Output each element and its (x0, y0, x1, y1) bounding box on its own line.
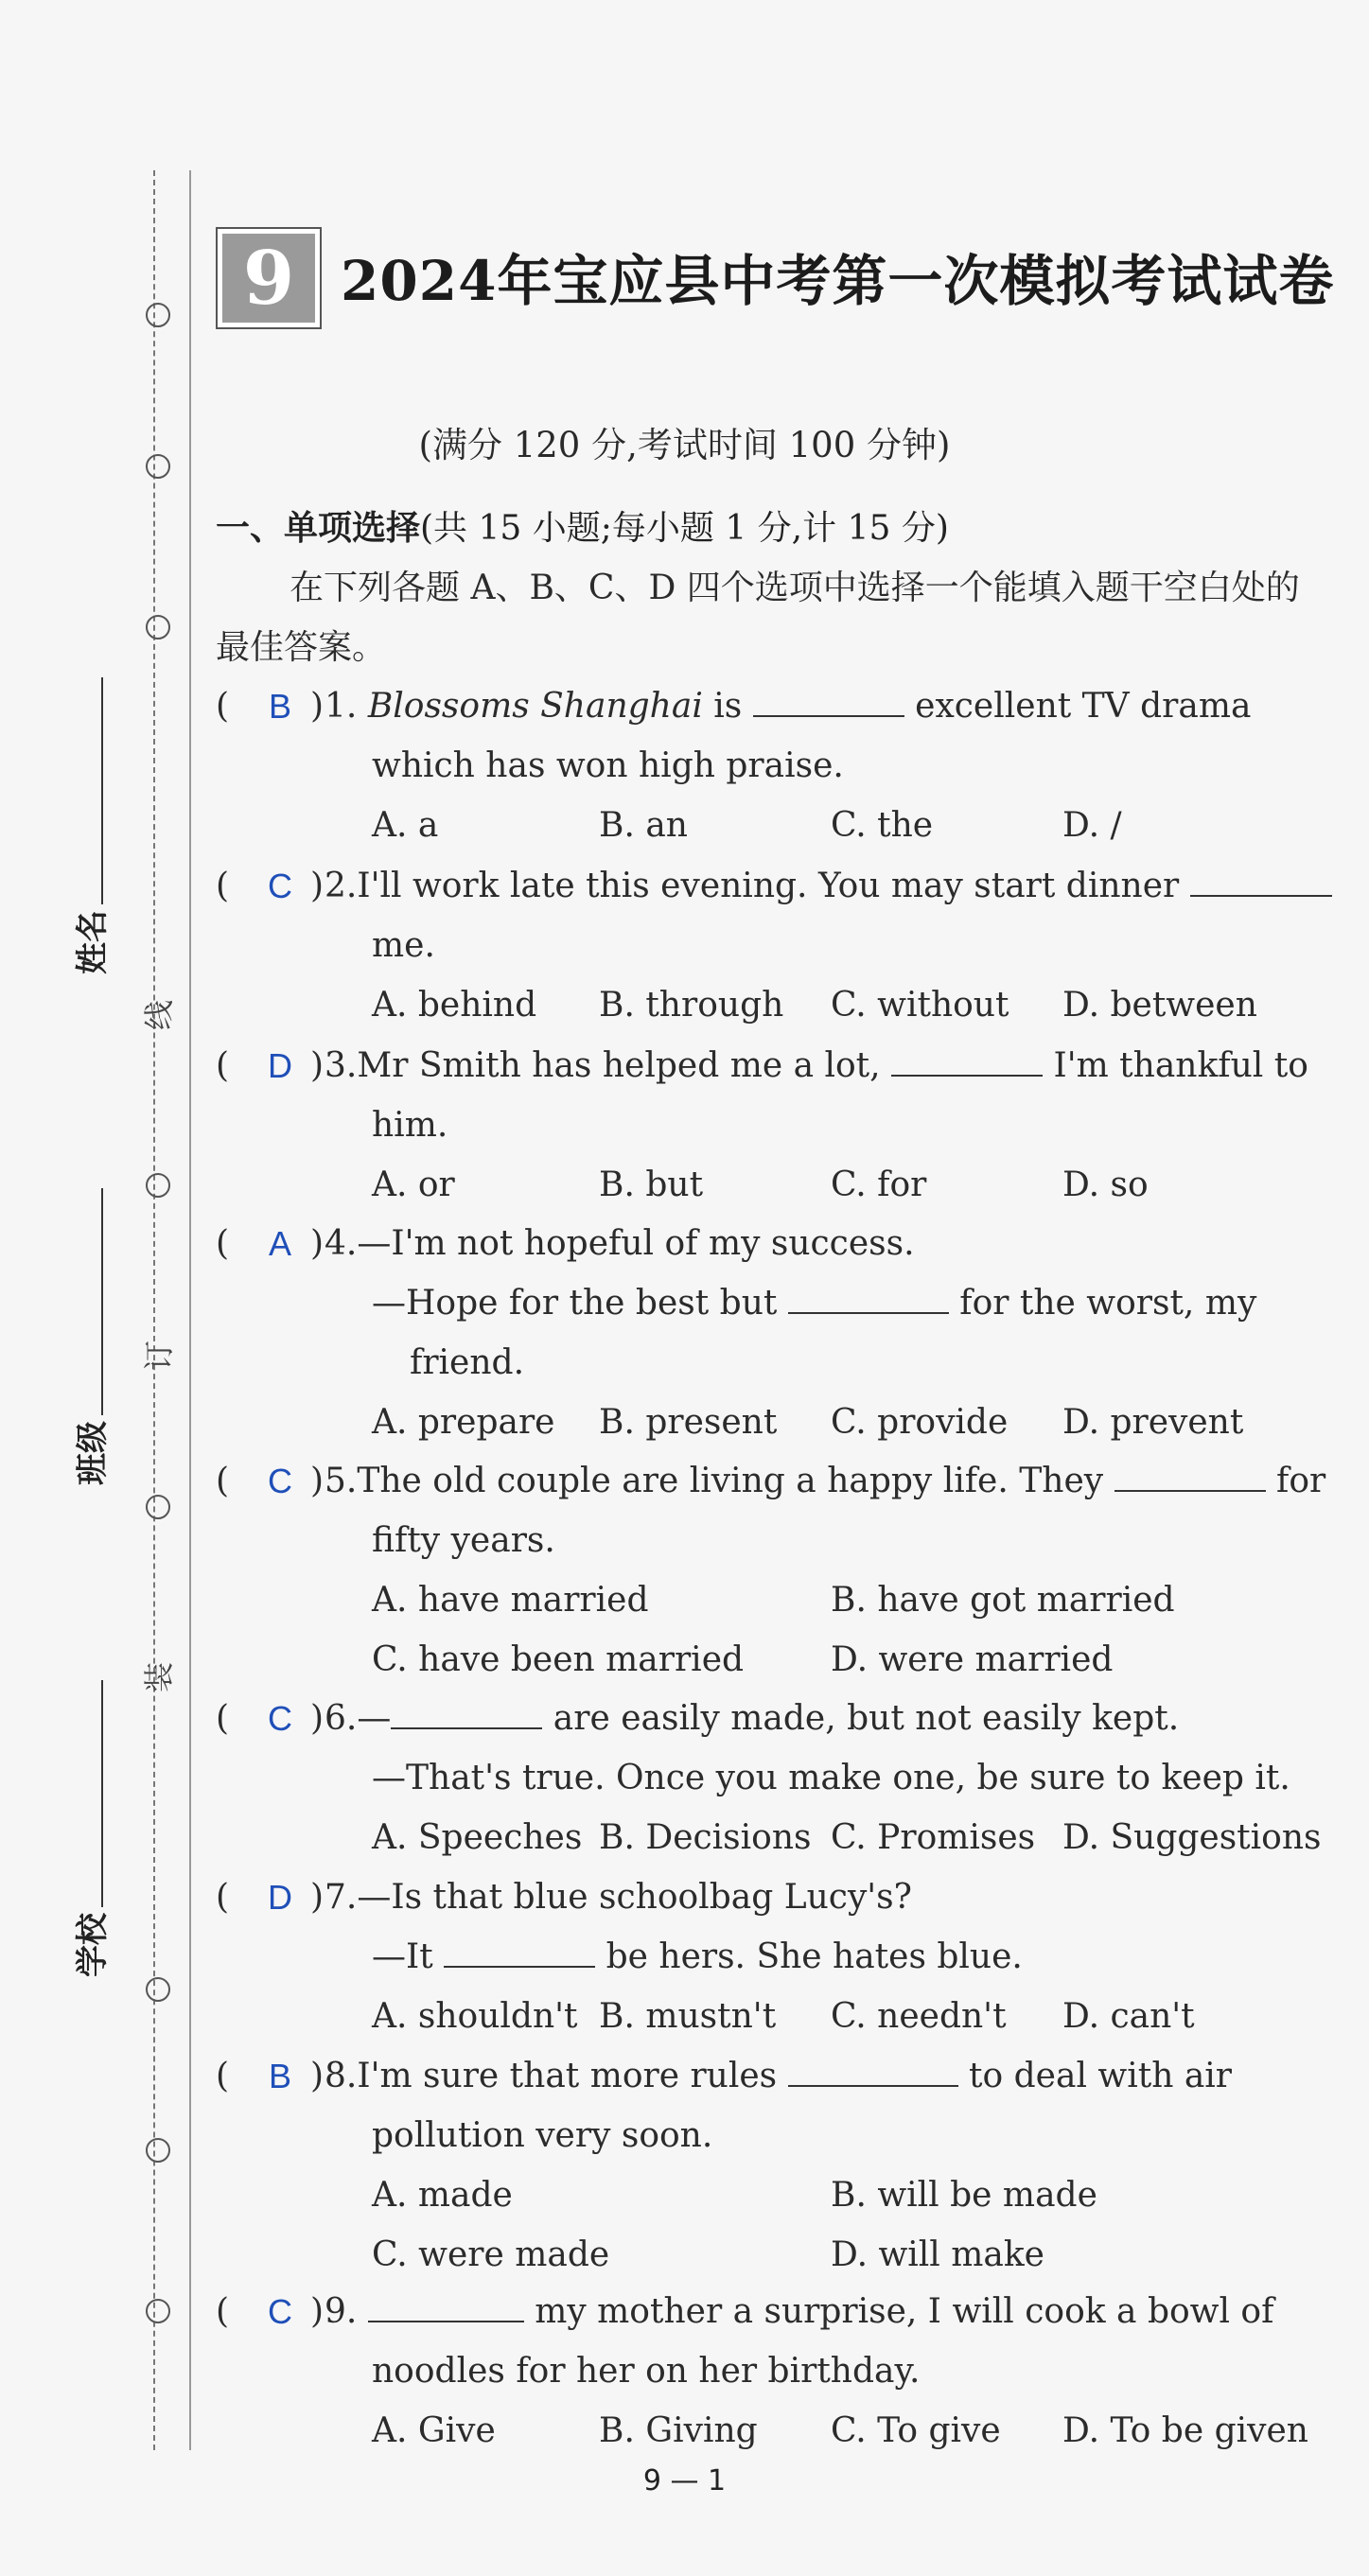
option-b: B. Giving (599, 2411, 758, 2450)
cut-circle (146, 615, 170, 640)
question-number: 1. (325, 687, 358, 726)
question-text: noodles for her on her birthday. (372, 2352, 921, 2391)
school-field (66, 1680, 113, 1977)
answer-6: C (268, 1699, 292, 1738)
question-text: The old couple are living a happy life. They (357, 1462, 1104, 1500)
option-d: D. prevent (1062, 1403, 1244, 1442)
answer-1: B (268, 687, 291, 726)
question-8: ( B ) 8.I'm sure that more rules to deal with air pollution very soon. A. made B. will be made C. were made D. will make (216, 2046, 1313, 2285)
option-b: B. have got married (831, 1581, 1175, 1620)
option-d: D. will make (831, 2235, 1044, 2274)
option-d: D. between (1062, 986, 1257, 1025)
option-a: A. Give (372, 2411, 496, 2450)
answer-blank (788, 2047, 958, 2087)
question-text: —I'm not hopeful of my success. (357, 1224, 915, 1263)
option-c: C. needn't (831, 1997, 1007, 2036)
page-title: 2024年宝应县中考第一次模拟考试试卷 (341, 249, 1335, 313)
options (216, 2401, 1313, 2461)
question-text: —Hope for the best but (372, 1284, 778, 1323)
option-c: C. provide (831, 1403, 1009, 1442)
question-text: him. (372, 1106, 448, 1145)
option-c: C. were made (372, 2235, 610, 2274)
options (216, 1808, 1322, 1867)
option-b: B. mustn't (599, 1997, 777, 2036)
name-label: 姓名 (74, 910, 112, 974)
option-c: C. for (831, 1165, 927, 1204)
section-title-main: 一、单项选择 (216, 509, 421, 548)
answer-4: A (268, 1224, 291, 1263)
cut-word-zhuang: 装 (141, 1661, 178, 1693)
option-a: A. prepare (372, 1403, 555, 1442)
option-b: B. Decisions (599, 1818, 812, 1857)
question-6: ( C ) 6.— are easily made, but not easily kept. —That's true. Once you make one, be sure to keep it. A. Speeches B. Decisions C. Promises D. Suggestions (216, 1689, 1313, 1867)
binding-margin (0, 0, 208, 2576)
question-text: —That's true. Once you make one, be sure to keep it. (372, 1759, 1290, 1797)
question-2: ( C ) 2.I'll work late this evening. You may start dinner me. A. behind B. through C. without D. between (216, 856, 1313, 1035)
option-d: D. To be given (1062, 2411, 1308, 2450)
cut-word-ding: 订 (141, 1340, 178, 1372)
paper-number-badge (216, 227, 322, 329)
option-a: A. Speeches (372, 1818, 583, 1857)
option-d: D. were married (831, 1640, 1114, 1679)
school-label: 学校 (74, 1913, 112, 1977)
cut-circle (146, 1173, 170, 1198)
exam-info: (满分 120 分,考试时间 100 分钟) (418, 425, 951, 465)
cut-circle (146, 1977, 170, 2002)
option-d: D. so (1062, 1165, 1149, 1204)
question-text: I'll work late this evening. You may start dinner (357, 867, 1180, 905)
answer-blank (753, 677, 904, 717)
question-5: ( C ) 5.The old couple are living a happy life. They for fifty years. A. have married B. have got married C. have been married D. were married (216, 1451, 1313, 1690)
question-9: ( C ) 9. my mother a surprise, I will cook a bowl of noodles for her on her birthday. A. Give B. Giving C. To give D. To be given (216, 2282, 1313, 2461)
option-b: B. through (599, 986, 784, 1025)
options (216, 1155, 1313, 1215)
option-a: A. behind (372, 986, 537, 1025)
answer-blank (391, 1690, 542, 1729)
question-text: — (357, 1699, 392, 1738)
option-c: C. have been married (372, 1640, 745, 1679)
answer-7: D (268, 1878, 292, 1917)
question-text: fifty years. (372, 1521, 555, 1560)
question-text: Blossoms Shanghai (367, 687, 703, 726)
option-d: D. can't (1062, 1997, 1195, 2036)
option-a: A. made (372, 2176, 513, 2215)
answer-blank (891, 1037, 1043, 1077)
answer-3: D (268, 1046, 292, 1085)
question-1: ( B ) 1. Blossoms Shanghai is excellent TV drama which has won high praise. A. a B. an C. the D. / (216, 676, 1313, 855)
cut-circle (146, 1495, 170, 1519)
options (216, 796, 1313, 855)
question-text: —Is that blue schoolbag Lucy's? (357, 1878, 912, 1917)
option-a: A. shouldn't (372, 1997, 578, 2036)
question-text: I'm sure that more rules (357, 2057, 778, 2095)
cut-line (153, 170, 155, 2450)
option-c: C. To give (831, 2411, 1001, 2450)
answer-8: B (268, 2057, 291, 2095)
option-b: B. an (599, 806, 688, 845)
question-text: friend. (410, 1343, 525, 1382)
options (216, 2225, 1313, 2285)
question-4: ( A ) 4.—I'm not hopeful of my success. —Hope for the best but for the worst, my friend. A. prepare B. present C. provide D. prevent (216, 1214, 1313, 1452)
option-b: B. but (599, 1165, 704, 1204)
page-number: 9 — 1 (642, 2464, 727, 2497)
answer-blank (1190, 857, 1332, 897)
cut-circle (146, 2138, 170, 2163)
class-label: 班级 (74, 1421, 112, 1485)
question-text: —It (372, 1937, 433, 1976)
question-text: Mr Smith has helped me a lot, (357, 1046, 881, 1085)
section-title-detail: (共 15 小题;每小题 1 分,计 15 分) (420, 509, 949, 548)
answer-9: C (268, 2292, 292, 2331)
option-d: D. Suggestions (1062, 1818, 1322, 1857)
answer-blank (1115, 1452, 1266, 1492)
question-text: my mother a surprise, I will cook a bowl of (523, 2292, 1274, 2331)
options (216, 975, 1313, 1035)
option-c: C. the (831, 806, 934, 845)
options (216, 1570, 1313, 1630)
cut-circle (146, 303, 170, 327)
question-3: ( D ) 3.Mr Smith has helped me a lot, I'm thankful to him. A. or B. but C. for D. so (216, 1036, 1313, 1215)
option-a: A. have married (372, 1581, 649, 1620)
answer-blank (368, 2283, 524, 2322)
section-title (216, 501, 949, 550)
question-text: pollution very soon. (372, 2116, 713, 2155)
answer-2: C (268, 867, 292, 905)
question-text: which has won high praise. (372, 746, 844, 785)
option-a: A. or (372, 1165, 455, 1204)
option-c: C. without (831, 986, 1009, 1025)
options (216, 1393, 1313, 1452)
options (216, 1987, 1313, 2046)
options (216, 1630, 1313, 1690)
option-a: A. a (372, 806, 439, 845)
section-instruction: 在下列各题 A、B、C、D 四个选项中选择一个能填入题干空白处的最佳答案。 (216, 569, 1300, 667)
question-text: me. (372, 926, 435, 965)
class-field (66, 1188, 113, 1485)
paper-number: 9 (222, 234, 315, 323)
options (216, 2165, 1313, 2225)
cut-word-xian: 线 (141, 999, 178, 1031)
option-b: B. present (599, 1403, 778, 1442)
option-c: C. Promises (831, 1818, 1036, 1857)
answer-5: C (268, 1462, 292, 1500)
option-d: D. / (1062, 806, 1122, 845)
answer-blank (444, 1928, 595, 1968)
cut-circle (146, 2299, 170, 2323)
question-7: ( D ) 7.—Is that blue schoolbag Lucy's? —It be hers. She hates blue. A. shouldn't B. mustn't C. needn't D. can't (216, 1867, 1313, 2046)
name-field (66, 677, 113, 974)
option-b: B. will be made (831, 2176, 1097, 2215)
answer-blank (788, 1274, 949, 1314)
fold-line (189, 170, 191, 2450)
